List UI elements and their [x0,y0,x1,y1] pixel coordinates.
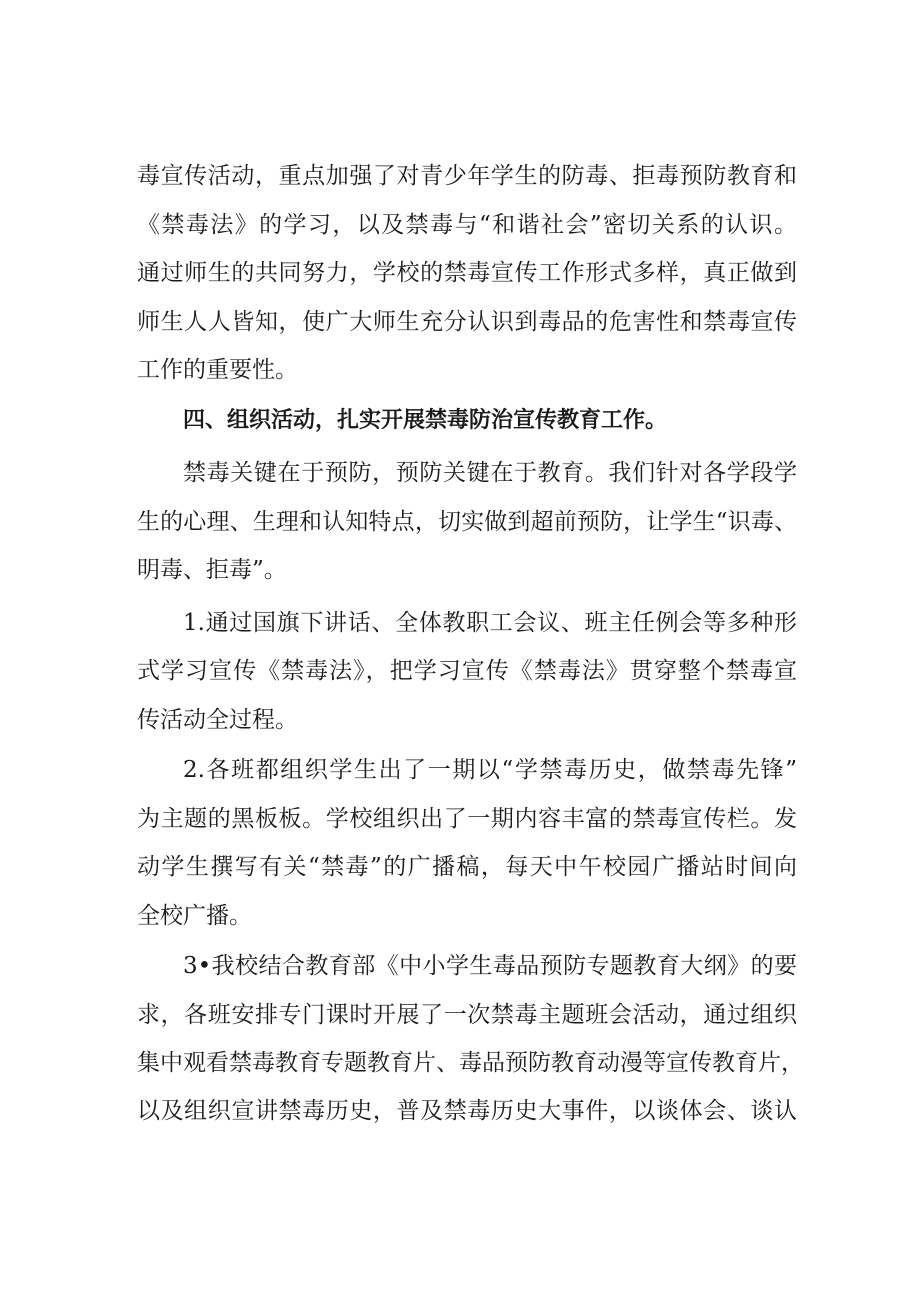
list-item-line: 动学生撰写有关“禁毒”的广播稿，每天中午校园广播站时间向 [137,854,797,880]
list-item-line: 集中观看禁毒教育专题教育片、毒品预防教育动漫等宣传教育片， [137,1050,804,1076]
list-item-line: 为主题的黑板板。学校组织出了一期内容丰富的禁毒宣传栏。发 [137,806,797,832]
paragraph-line: 生的心理、生理和认知特点，切实做到超前预防，让学生“识毒、 [137,509,797,535]
list-item-line: 求，各班安排专门课时开展了一次禁毒主题班会活动，通过组织 [137,1002,797,1028]
paragraph-line: 工作的重要性。 [137,357,298,383]
section-heading: 四、组织活动，扎实开展禁毒防治宣传教育工作。 [183,408,668,433]
list-item-line: 3•我校结合教育部《中小学生毒品预防专题教育大纲》的要 [183,953,797,979]
paragraph-line: 明毒、拒毒”。 [137,557,287,583]
paragraph-line: 通过师生的共同努力，学校的禁毒宣传工作形式多样，真正做到 [137,260,797,286]
list-item-line: 1.通过国旗下讲话、全体教职工会议、班主任例会等多种形 [183,610,797,636]
list-item-line: 2.各班都组织学生出了一期以“学禁毒历史，做禁毒先锋” [183,757,797,783]
paragraph-line: 禁毒关键在于预防，预防关键在于教育。我们针对各学段学 [183,460,797,486]
list-item-line: 传活动全过程。 [137,707,298,733]
paragraph-line: 师生人人皆知，使广大师生充分认识到毒品的危害性和禁毒宣传 [137,309,797,335]
paragraph-line: 《禁毒法》的学习，以及禁毒与“和谐社会”密切关系的认识。 [137,212,797,238]
list-item-line: 以及组织宣讲禁毒历史，普及禁毒历史大事件，以谈体会、谈认 [137,1098,797,1124]
list-item-line: 式学习宣传《禁毒法》，把学习宣传《禁毒法》贯穿整个禁毒宣 [137,658,797,684]
paragraph-line: 毒宣传活动，重点加强了对青少年学生的防毒、拒毒预防教育和 [137,163,797,189]
list-item-line: 全校广播。 [137,903,252,929]
